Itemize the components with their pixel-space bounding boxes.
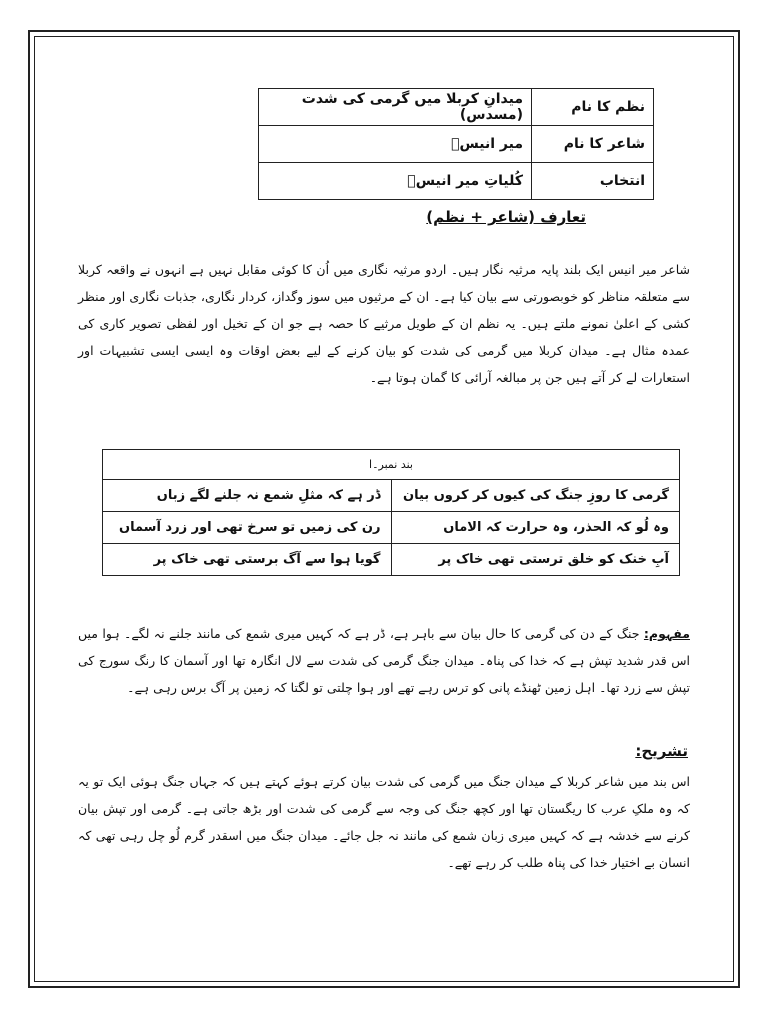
sharh-heading: تشریح: — [635, 742, 688, 760]
verse-line: وہ لُو کہ الحذر، وہ حرارت کہ الاماں — [391, 512, 680, 544]
table-row — [259, 163, 654, 200]
intro-heading: تعارف (شاعر + نظم) — [426, 208, 586, 226]
verse-line: گویا ہوا سے آگ برستی تھی خاک پر — [103, 544, 392, 576]
poem-info-table — [258, 88, 654, 200]
info-label: نظم کا نام — [532, 89, 654, 126]
table-row — [103, 544, 680, 576]
stanza-table — [102, 449, 680, 576]
verse-line: رن کی زمیں تو سرخ تھی اور زرد آسماں — [103, 512, 392, 544]
info-label: انتخاب — [532, 163, 654, 200]
table-row — [103, 512, 680, 544]
document-page — [34, 36, 734, 982]
table-row — [259, 126, 654, 163]
info-label: شاعر کا نام — [532, 126, 654, 163]
verse-line: آبِ خنک کو خلق ترستی تھی خاک پر — [391, 544, 680, 576]
verse-line: ڈر ہے کہ مثلِ شمع نہ جلنے لگے زباں — [103, 480, 392, 512]
verse-line: گرمی کا روزِ جنگ کی کیوں کر کروں بیان — [391, 480, 680, 512]
table-row — [103, 480, 680, 512]
mafhoom-text: جنگ کے دن کی گرمی کا حال بیان سے باہر ہے، ڈر ہے کہ کہیں میری شمع کی مانند جلنے نہ لگے۔ ہوا میں اس قدر شدید تپش ہے کہ خدا کی پناہ۔ میدان جنگ گرمی کی شدت سے لال انگارہ تھا اور آسمان کا رنگ سورج کی تپش سے زرد تھا۔ اہل زمین ٹھنڈے پانی کو ترس رہے تھے اور ہوا چلتی تو لگتا کہ زمین پر آگ برس رہی ہے۔ — [78, 626, 690, 695]
mafhoom-paragraph — [78, 620, 690, 701]
intro-paragraph: شاعر میر انیس ایک بلند پایہ مرثیہ نگار ہیں۔ اردو مرثیہ نگاری میں اُن کا کوئی مقابل نہیں ہے انہوں نے واقعہ کربلا سے متعلقہ مناظر کو خوبصورتی سے بیان کیا ہے۔ ان کے مرثیوں میں سوز وگداز، کردار نگاری، جذبات نگاری اور منظر کشی کے اعلیٰ نمونے ملتے ہیں۔ یہ نظم ان کے طویل مرثیے کا حصہ ہے جو ان کے تخیل اور لفظی تصویر کاری کی عمدہ مثال ہے۔ میدان کربلا میں گرمی کی شدت کو بیان کرنے کے لیے بعض اوقات وہ ایسی ایسی تشبیہات اور استعارات لے کر آتے ہیں جن پر مبالغہ آرائی کا گمان ہوتا ہے۔ — [78, 262, 690, 385]
table-row — [259, 89, 654, 126]
table-row — [103, 450, 680, 480]
stanza-number: بند نمبر۔ا — [103, 450, 680, 480]
info-value: کُلیاتِ میر انیسؔ — [259, 163, 532, 200]
info-value: میر انیسؔ — [259, 126, 532, 163]
sharh-paragraph: اس بند میں شاعر کربلا کے میدان جنگ میں گرمی کی شدت بیان کرتے ہوئے کہتے ہیں کہ جہاں جنگ ہوئی ایک تو یہ کہ وہ ملکِ عرب کا ریگستان تھا اور کچھ جنگ کی وجہ سے گرمی کی شدت اور بڑھ جاتی ہے۔ گرمی اور تپش بیان کرنے سے خدشہ ہے کہ کہیں میری زبان شمع کی مانند نہ جل جائے۔ میدان جنگ میں اسقدر گرم لُو چل رہی تھی کہ انسان بے اختیار خدا کی پناہ طلب کر رہے تھے۔ — [78, 774, 690, 870]
mafhoom-label: مفہوم: — [643, 626, 690, 641]
info-value: میدانِ کربلا میں گرمی کی شدت (مسدس) — [259, 89, 532, 126]
